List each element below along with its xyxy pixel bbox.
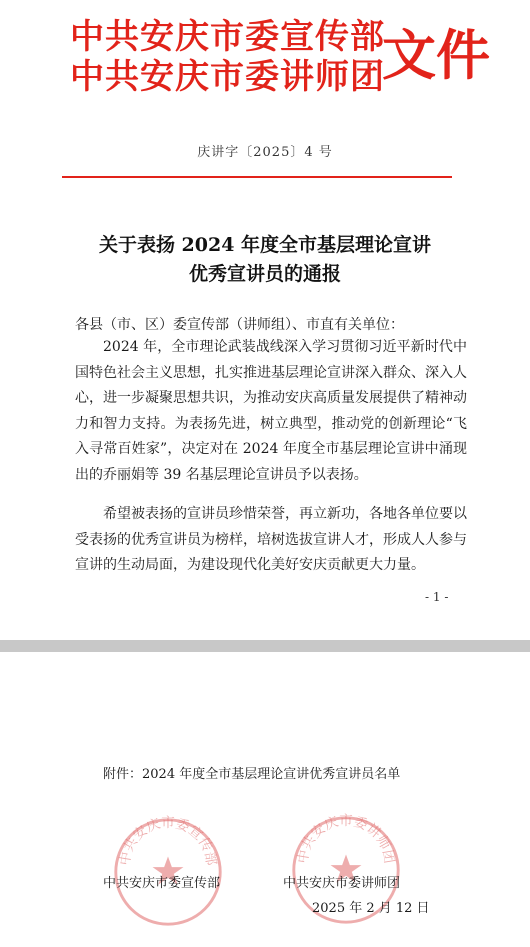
issuer-name-propaganda-dept: 中共安庆市委宣传部 (70, 17, 385, 57)
attachment-note: 附件：2024 年度全市基层理论宣讲优秀宣讲员名单 (103, 767, 401, 782)
signature-lecturer-group: 中共安庆市委讲师团 (283, 876, 401, 891)
document-title-line-1: 关于表扬 2024 年度全市基层理论宣讲 (98, 234, 432, 256)
red-divider (62, 176, 452, 178)
document-label: 文件 (382, 23, 490, 87)
seal-left-text: 中共安庆市委宣传部 (116, 815, 220, 867)
document-page-2 (0, 652, 530, 947)
seal-right-text: 中共安庆市委讲师团 (294, 813, 398, 865)
body-paragraph-1: 2024 年，全市理论武装战线深入学习贯彻习近平新时代中国特色社会主义思想，扎实推进基层理论宣讲深入群众、深入人心，进一步凝聚思想共识，为推动安庆高质量发展提供了精神动力和智力支持。为表扬先进，树立典型，推动党的创新理论“飞入寻常百姓家”，决定对在 2024 年度全市基层理论宣讲中涌现出的乔丽娟等 39 名基层理论宣讲员予以表扬。 (75, 339, 467, 483)
document-title-line-2: 优秀宣讲员的通报 (188, 263, 341, 285)
page-number: - 1 - (425, 590, 449, 604)
signature-date: 2025 年 2 月 12 日 (312, 901, 430, 916)
document-number: 庆讲字〔2025〕4 号 (197, 145, 333, 160)
issuer-name-lecturer-group: 中共安庆市委讲师团 (70, 57, 385, 97)
signature-propaganda-dept: 中共安庆市委宣传部 (103, 876, 221, 891)
body-paragraph-2: 希望被表扬的宣讲员珍惜荣誉，再立新功，各地各单位要以受表扬的优秀宣讲员为榜样，培树选拔宣讲人才，形成人人参与宣讲的生动局面，为建设现代化美好安庆贡献更大力量。 (75, 506, 467, 573)
salutation: 各县（市、区）委宣传部（讲师组）、市直有关单位： (75, 317, 404, 333)
